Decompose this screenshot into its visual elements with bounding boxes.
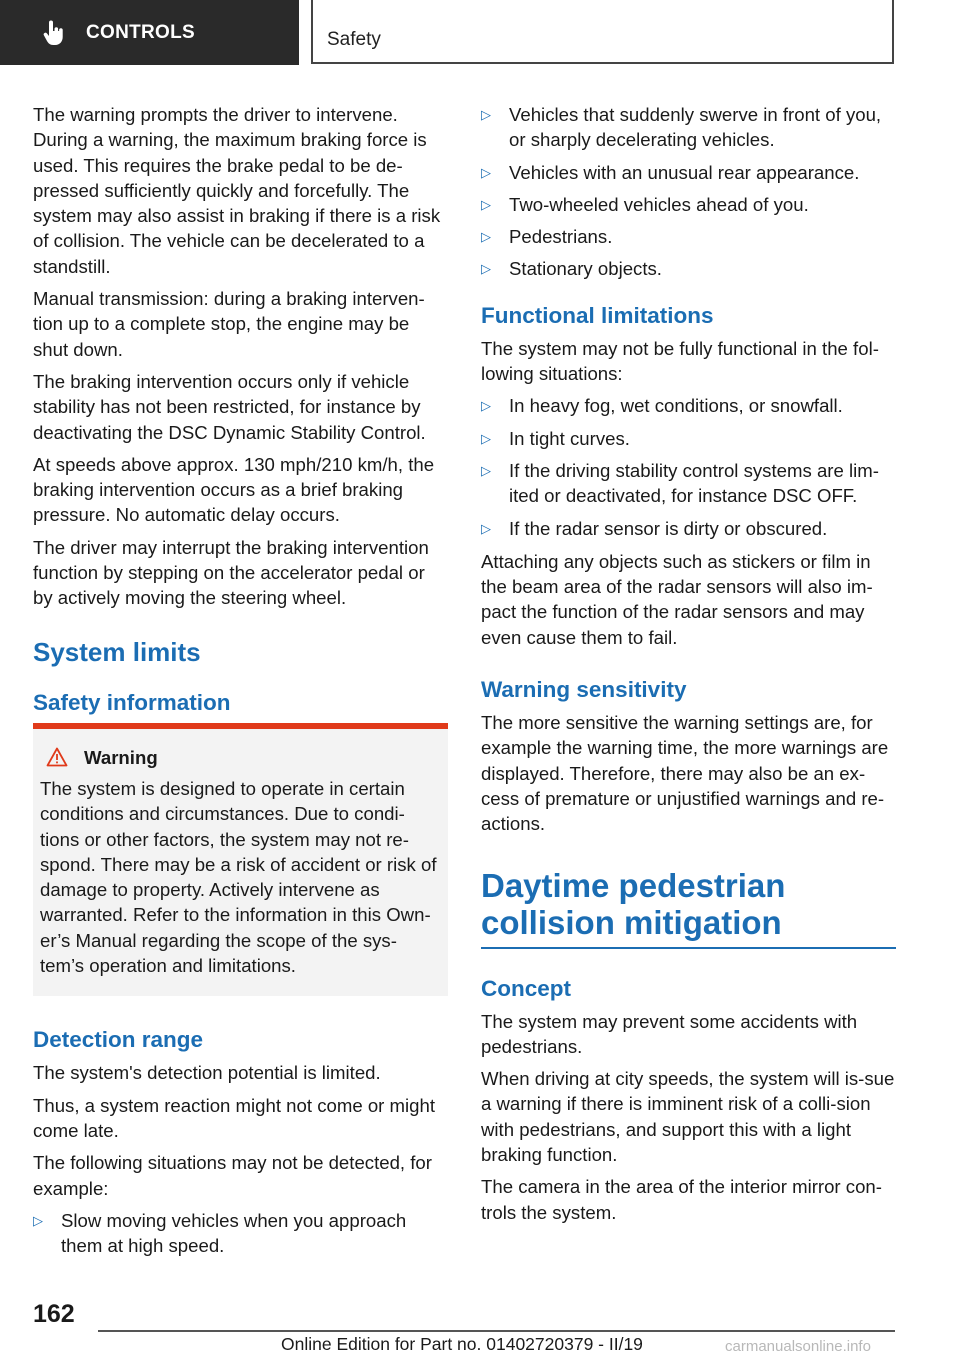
footer-edition: Online Edition for Part no. 01402720379 - II/19 xyxy=(281,1334,643,1354)
bullet-triangle-icon: ▷ xyxy=(481,430,491,446)
left-column xyxy=(33,102,448,1266)
bullet-list xyxy=(481,393,896,540)
paragraph: The more sensitive the warning settings are, for example the warning time, the more warnings are displayed. Therefore, there may also be an ex-cess of premature or unjustified warnings and re-actions. xyxy=(481,712,889,835)
bullet-list xyxy=(481,102,896,282)
heading-system-limits: System limits xyxy=(33,636,201,667)
bullet-list xyxy=(33,1208,448,1259)
paragraph: The following situations may not be detected, for example: xyxy=(33,1152,432,1199)
footer-watermark: carmanualsonline.info xyxy=(725,1338,871,1355)
list-item: ▷ In tight curves. xyxy=(481,426,896,451)
list-item: ▷ In heavy fog, wet conditions, or snowfall. xyxy=(481,393,896,418)
paragraph: When driving at city speeds, the system will is-sue a warning if there is imminent risk of a colli-sion with pedestrians, and support this with a light braking function. xyxy=(481,1068,895,1166)
page-number: 162 xyxy=(33,1300,75,1328)
hand-pointer-icon xyxy=(42,20,66,46)
heading-detection-range: Detection range xyxy=(33,1027,204,1053)
right-column xyxy=(481,102,896,1232)
heading-warning-sensitivity: Warning sensitivity xyxy=(481,677,687,703)
paragraph: At speeds above approx. 130 mph/210 km/h, the braking intervention occurs as a brief braking pressure. No automatic delay occurs. xyxy=(33,453,435,526)
bullet-triangle-icon: ▷ xyxy=(481,520,491,536)
heading-safety-information: Safety information xyxy=(33,689,231,715)
bullet-triangle-icon: ▷ xyxy=(481,196,491,212)
footer-divider xyxy=(98,1330,895,1332)
paragraph: The system may prevent some accidents with pedestrians. xyxy=(481,1010,858,1057)
bullet-triangle-icon: ▷ xyxy=(481,462,491,478)
list-item: ▷ Vehicles with an unusual rear appearance. xyxy=(481,160,896,185)
warning-box xyxy=(33,723,448,997)
paragraph: The camera in the area of the interior mirror con-trols the system. xyxy=(481,1176,882,1223)
list-item: ▷ If the radar sensor is dirty or obscured. xyxy=(481,516,896,541)
warning-triangle-icon xyxy=(46,747,68,767)
list-item: ▷ Two-wheeled vehicles ahead of you. xyxy=(481,192,896,217)
list-item: ▷ If the driving stability control systems are lim-ited or deactivated, for instance DSC OFF. xyxy=(481,459,879,507)
list-item: ▷ Pedestrians. xyxy=(481,224,896,249)
warning-header xyxy=(40,745,440,770)
paragraph: The braking intervention occurs only if vehicle stability has not been restricted, for instance by deactivating the DSC Dynamic Stability Control. xyxy=(33,370,426,443)
section-label: Safety xyxy=(327,29,381,50)
paragraph: The driver may interrupt the braking intervention function by stepping on the accelerator pedal or by actively moving the steering wheel. xyxy=(33,536,429,609)
bullet-triangle-icon: ▷ xyxy=(481,164,491,180)
paragraph: Attaching any objects such as stickers or film in the beam area of the radar sensors will also im-pact the function of the radar sensors and may even cause them to fail. xyxy=(481,550,873,648)
header-chapter-tab xyxy=(0,0,299,65)
heading-functional-limitations: Functional limitations xyxy=(481,302,714,328)
list-item: ▷ Stationary objects. xyxy=(481,256,896,281)
chapter-label: CONTROLS xyxy=(86,21,196,43)
paragraph: Thus, a system reaction might not come or might come late. xyxy=(33,1094,435,1141)
heading-concept: Concept xyxy=(481,975,571,1001)
paragraph: Manual transmission: during a braking interven-tion up to a complete stop, the engine may be shut down. xyxy=(33,288,425,360)
list-item: ▷ Slow moving vehicles when you approach them at high speed. xyxy=(33,1209,407,1257)
list-item: ▷ Vehicles that suddenly swerve in front of you, or sharply decelerating vehicles. xyxy=(481,104,882,151)
warning-title: Warning xyxy=(84,746,158,768)
bullet-triangle-icon: ▷ xyxy=(481,229,491,245)
paragraph: The warning prompts the driver to intervene. During a warning, the maximum braking force is used. This requires the brake pedal to be de-pressed sufficiently quickly and forcefully. The system may also assist in braking if there is a risk of collision. The vehicle can be decelerated to a standstill. xyxy=(33,104,441,277)
paragraph: The system's detection potential is limited. xyxy=(33,1062,381,1084)
header-section-box xyxy=(311,0,894,64)
heading-daytime-pedestrian-collision-mitigation: Daytime pedestrian collision mitigation xyxy=(481,867,896,949)
bullet-triangle-icon: ▷ xyxy=(33,1212,43,1228)
warning-text: The system is designed to operate in certain conditions and circumstances. Due to condi-tions or other factors, the system may not re-spond. There may be a risk of accident or risk of damage to property. Actively intervene as warranted. Refer to the information in this Own-er’s Manual regarding the scope of the sys-tem’s operation and limitations. xyxy=(40,777,437,977)
bullet-triangle-icon: ▷ xyxy=(481,398,491,414)
bullet-triangle-icon: ▷ xyxy=(481,107,491,122)
bullet-triangle-icon: ▷ xyxy=(481,261,491,277)
paragraph: The system may not be fully functional in the fol-lowing situations: xyxy=(481,337,879,385)
